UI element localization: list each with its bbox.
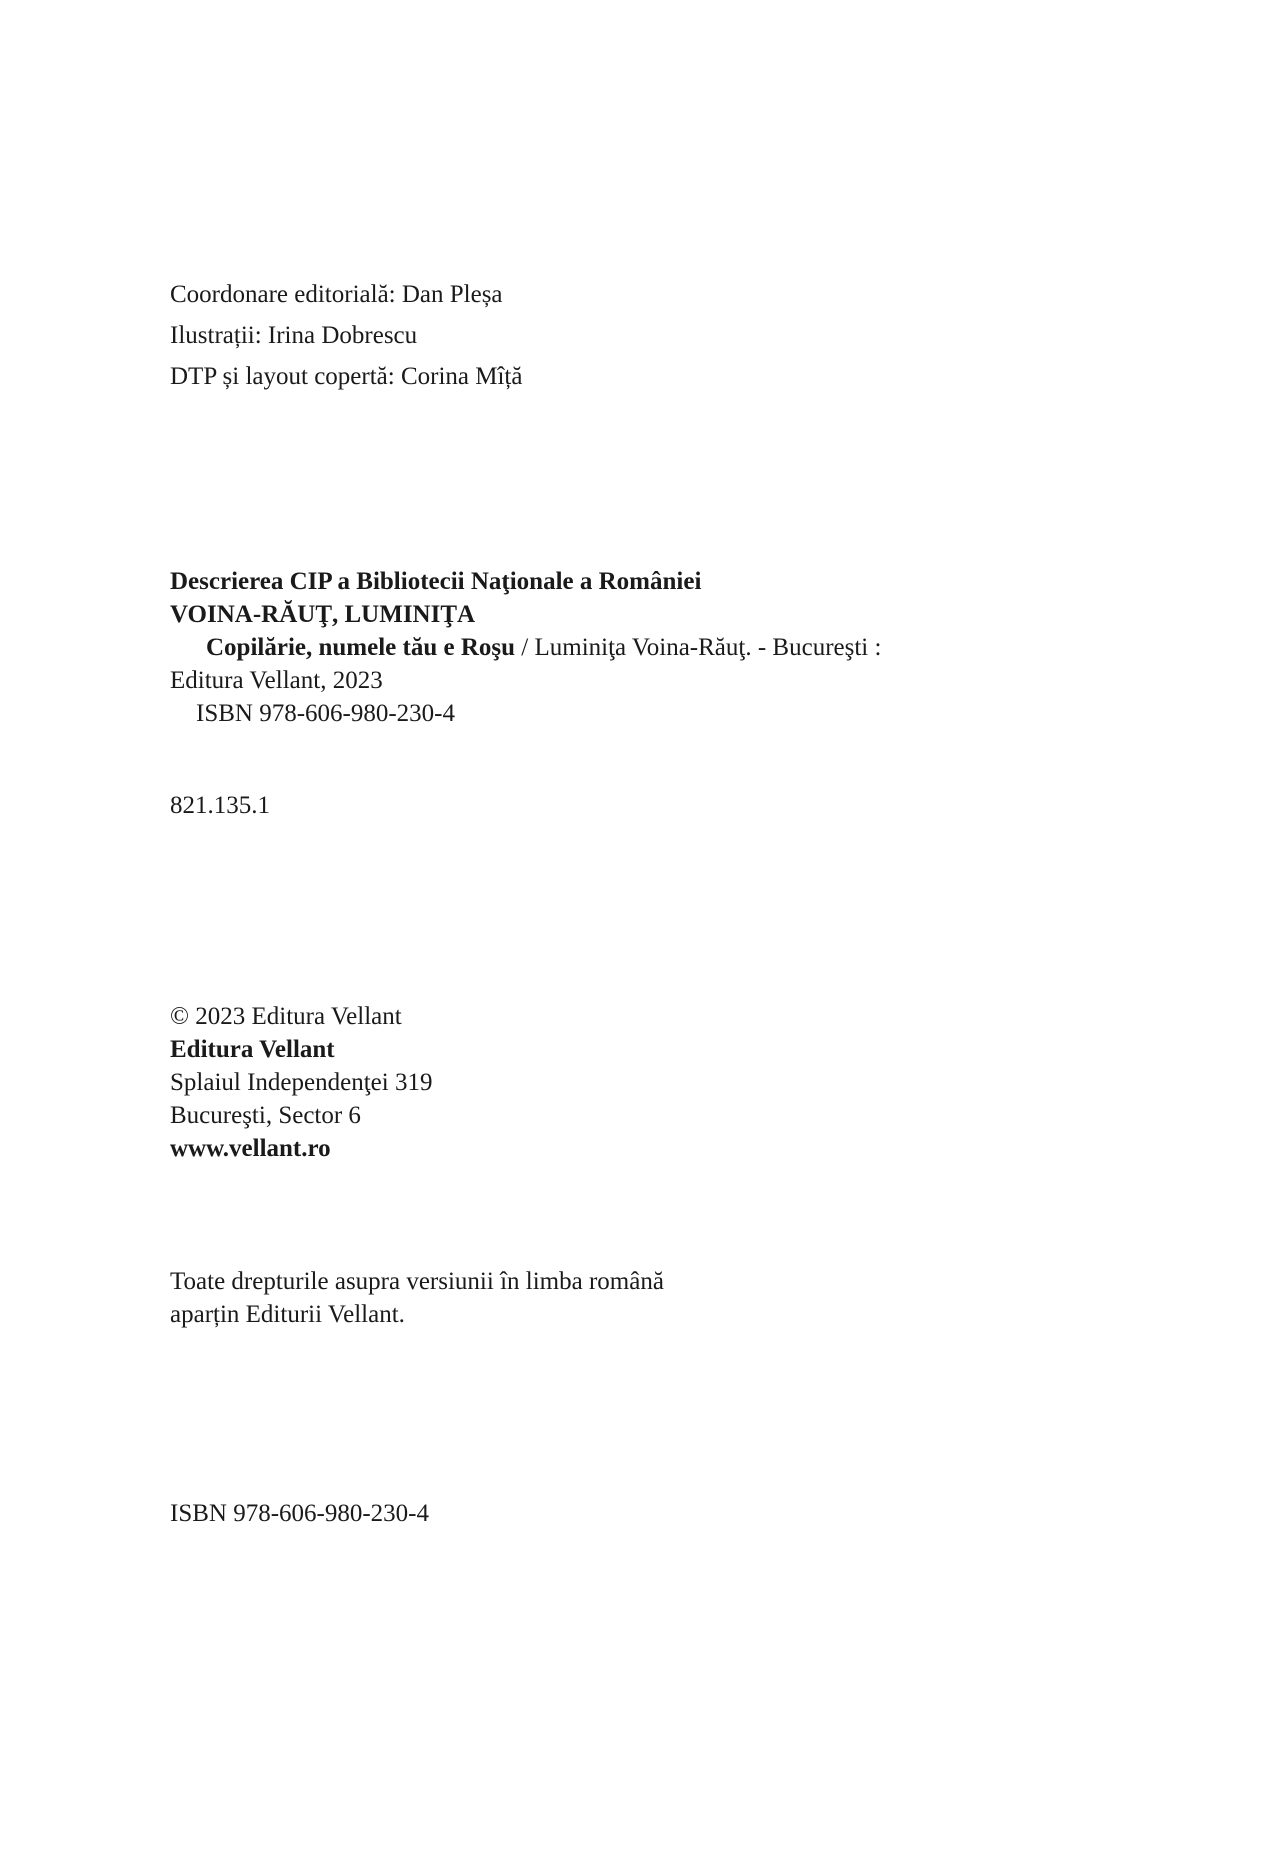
publisher-name: Editura Vellant	[170, 1036, 335, 1063]
copyright-notice: © 2023 Editura Vellant	[170, 1003, 402, 1030]
udc-code: 821.135.1	[170, 792, 270, 819]
cip-publisher-line: Editura Vellant, 2023	[170, 667, 383, 694]
cip-title-line	[170, 631, 1120, 664]
rights-section	[170, 1265, 1120, 1331]
rights-line1: Toate drepturile asupra versiunii în limba română	[170, 1268, 664, 1295]
isbn-section	[170, 1493, 1120, 1534]
publisher-address-line1: Splaiul Independenţei 319	[170, 1069, 433, 1096]
publisher-website: www.vellant.ro	[170, 1135, 331, 1162]
cip-title-rest: / Luminiţa Voina-Răuţ. - Bucureşti :	[515, 634, 882, 661]
cip-book-title: Copilărie, numele tău e Roşu	[206, 634, 516, 661]
publisher-address-line2: Bucureşti, Sector 6	[170, 1102, 361, 1129]
udc-section	[170, 785, 1120, 826]
dtp-credit: DTP și layout copertă: Corina Mîță	[170, 363, 523, 390]
cip-heading: Descrierea CIP a Bibliotecii Naţionale a României	[170, 568, 702, 595]
cip-author: VOINA-RĂUŢ, LUMINIŢA	[170, 601, 476, 628]
cip-description	[170, 565, 1120, 730]
cip-isbn: ISBN 978-606-980-230-4	[196, 700, 456, 727]
rights-line2: aparțin Editurii Vellant.	[170, 1301, 405, 1328]
isbn-bottom: ISBN 978-606-980-230-4	[170, 1500, 430, 1527]
illustrations-credit: Ilustrații: Irina Dobrescu	[170, 322, 418, 349]
publisher-section	[170, 1000, 1120, 1165]
editorial-coordination: Coordonare editorială: Dan Pleșa	[170, 281, 503, 308]
credits-section	[170, 274, 1120, 397]
